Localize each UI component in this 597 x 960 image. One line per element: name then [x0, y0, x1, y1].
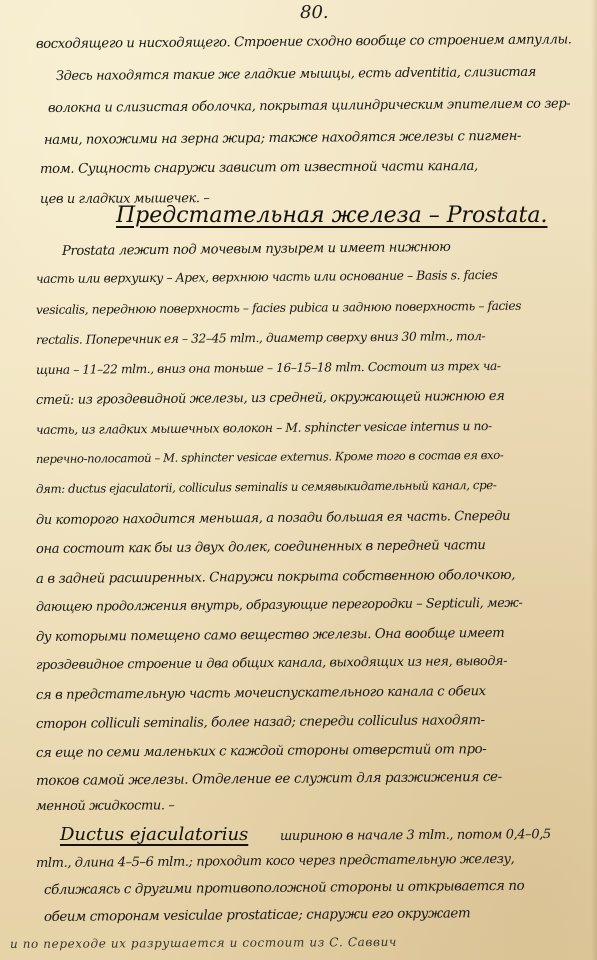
- text-line: Prostata лежит под мочевым пузырем и имеет нижнюю: [61, 239, 451, 259]
- text-line: щина – 11–22 mlm., вниз она тоньше – 16–15–18 mlm. Состоит из трех ча-: [35, 358, 501, 377]
- text-line: дят: ductus ejaculatorii, colliculus seminalis и семявыкидательный канал, сре-: [35, 477, 497, 496]
- text-line: сближаясь с другими противоположной стороны и открывается по: [43, 878, 525, 898]
- text-line: ся еще по семи маленьких с каждой стороны отверстий от про-: [35, 742, 487, 761]
- text-line: vesicalis, переднюю поверхность – facies pubica и заднюю поверхность – facies: [35, 298, 522, 317]
- text-line: дающею продолжения внутрь, образующие перегородки – Septiculi, меж-: [35, 595, 523, 615]
- text-line: часть или верхушку – Apex, верхнюю часть или основание – Basis s. facies: [35, 267, 498, 286]
- text-line: а в задней расширенных. Снаружи покрыта собственною оболочкою,: [35, 567, 516, 587]
- heading-text: Предстательная железа – Prostata.: [116, 203, 548, 228]
- text-line: цев и гладких мышечек. –: [39, 191, 210, 207]
- section-heading-prostata: [116, 205, 547, 227]
- section-heading-ductus-ejaculatorius: [60, 826, 248, 844]
- text-line: ди которого находится меньшая, а позади большая ея часть. Спереди: [35, 508, 511, 528]
- text-line: гроздевидное строение и два общих канала, выходящих из нея, выводя-: [35, 653, 508, 673]
- text-line: сторон colliculi seminalis, более назад; спереди colliculus находят-: [35, 713, 485, 732]
- text-line: том. Сущность снаружи зависит от известной части канала,: [39, 158, 478, 177]
- text-line: перечно-полосатой – M. sphincter vesicae externus. Кроме того в состав ея вхо-: [35, 447, 504, 466]
- text-line: часть, из гладких мышечных волокон – M. sphincter vesicae internus и по-: [35, 419, 492, 437]
- heading-text: Ductus ejaculatorius: [60, 824, 249, 845]
- text-line: ду которыми помещено само вещество железы. Она вообще имеет: [35, 625, 505, 645]
- text-line: нами, похожими на зерна жира; также находятся железы с пигмен-: [43, 128, 522, 148]
- text-line: и по переходе их разрушается и состоит из С. Саввич: [9, 934, 397, 951]
- text-line: токов самой железы. Отделение ее служит для разжижения се-: [35, 768, 502, 789]
- text-line: шириною в начале 3 mlm., потом 0,4–0,5: [279, 827, 551, 844]
- text-line: ся в предстательную часть мочеиспускательного канала с обеих: [35, 684, 486, 703]
- page-number: 80.: [300, 2, 329, 23]
- text-line: восходящего и нисходящего. Строение сходно вообще со строением ампуллы.: [35, 32, 572, 52]
- text-line: волокна и слизистая оболочка, покрытая цилиндрическим эпителием со зер-: [47, 96, 571, 116]
- page-edge-shadow: [591, 0, 597, 960]
- text-line: она состоит как бы из двух долек, соединенных в передней части: [35, 538, 486, 557]
- text-line: обеим сторонам vesiculae prostaticae; снаружи его окружает: [43, 906, 471, 925]
- text-line: Здесь находятся такие же гладкие мышцы, есть adventitia, слизистая: [55, 64, 536, 84]
- text-line: mlm., длина 4–5–6 mlm.; проходит косо через предстательную железу,: [35, 851, 515, 871]
- text-line: стей: из гроздевидной железы, из средней, окружающей нижнюю ея: [35, 388, 505, 408]
- text-line: rectalis. Поперечник ея – 32–45 mlm., диаметр сверху вниз 30 mlm., тол-: [35, 329, 486, 347]
- text-line: менной жидкости. –: [35, 798, 175, 814]
